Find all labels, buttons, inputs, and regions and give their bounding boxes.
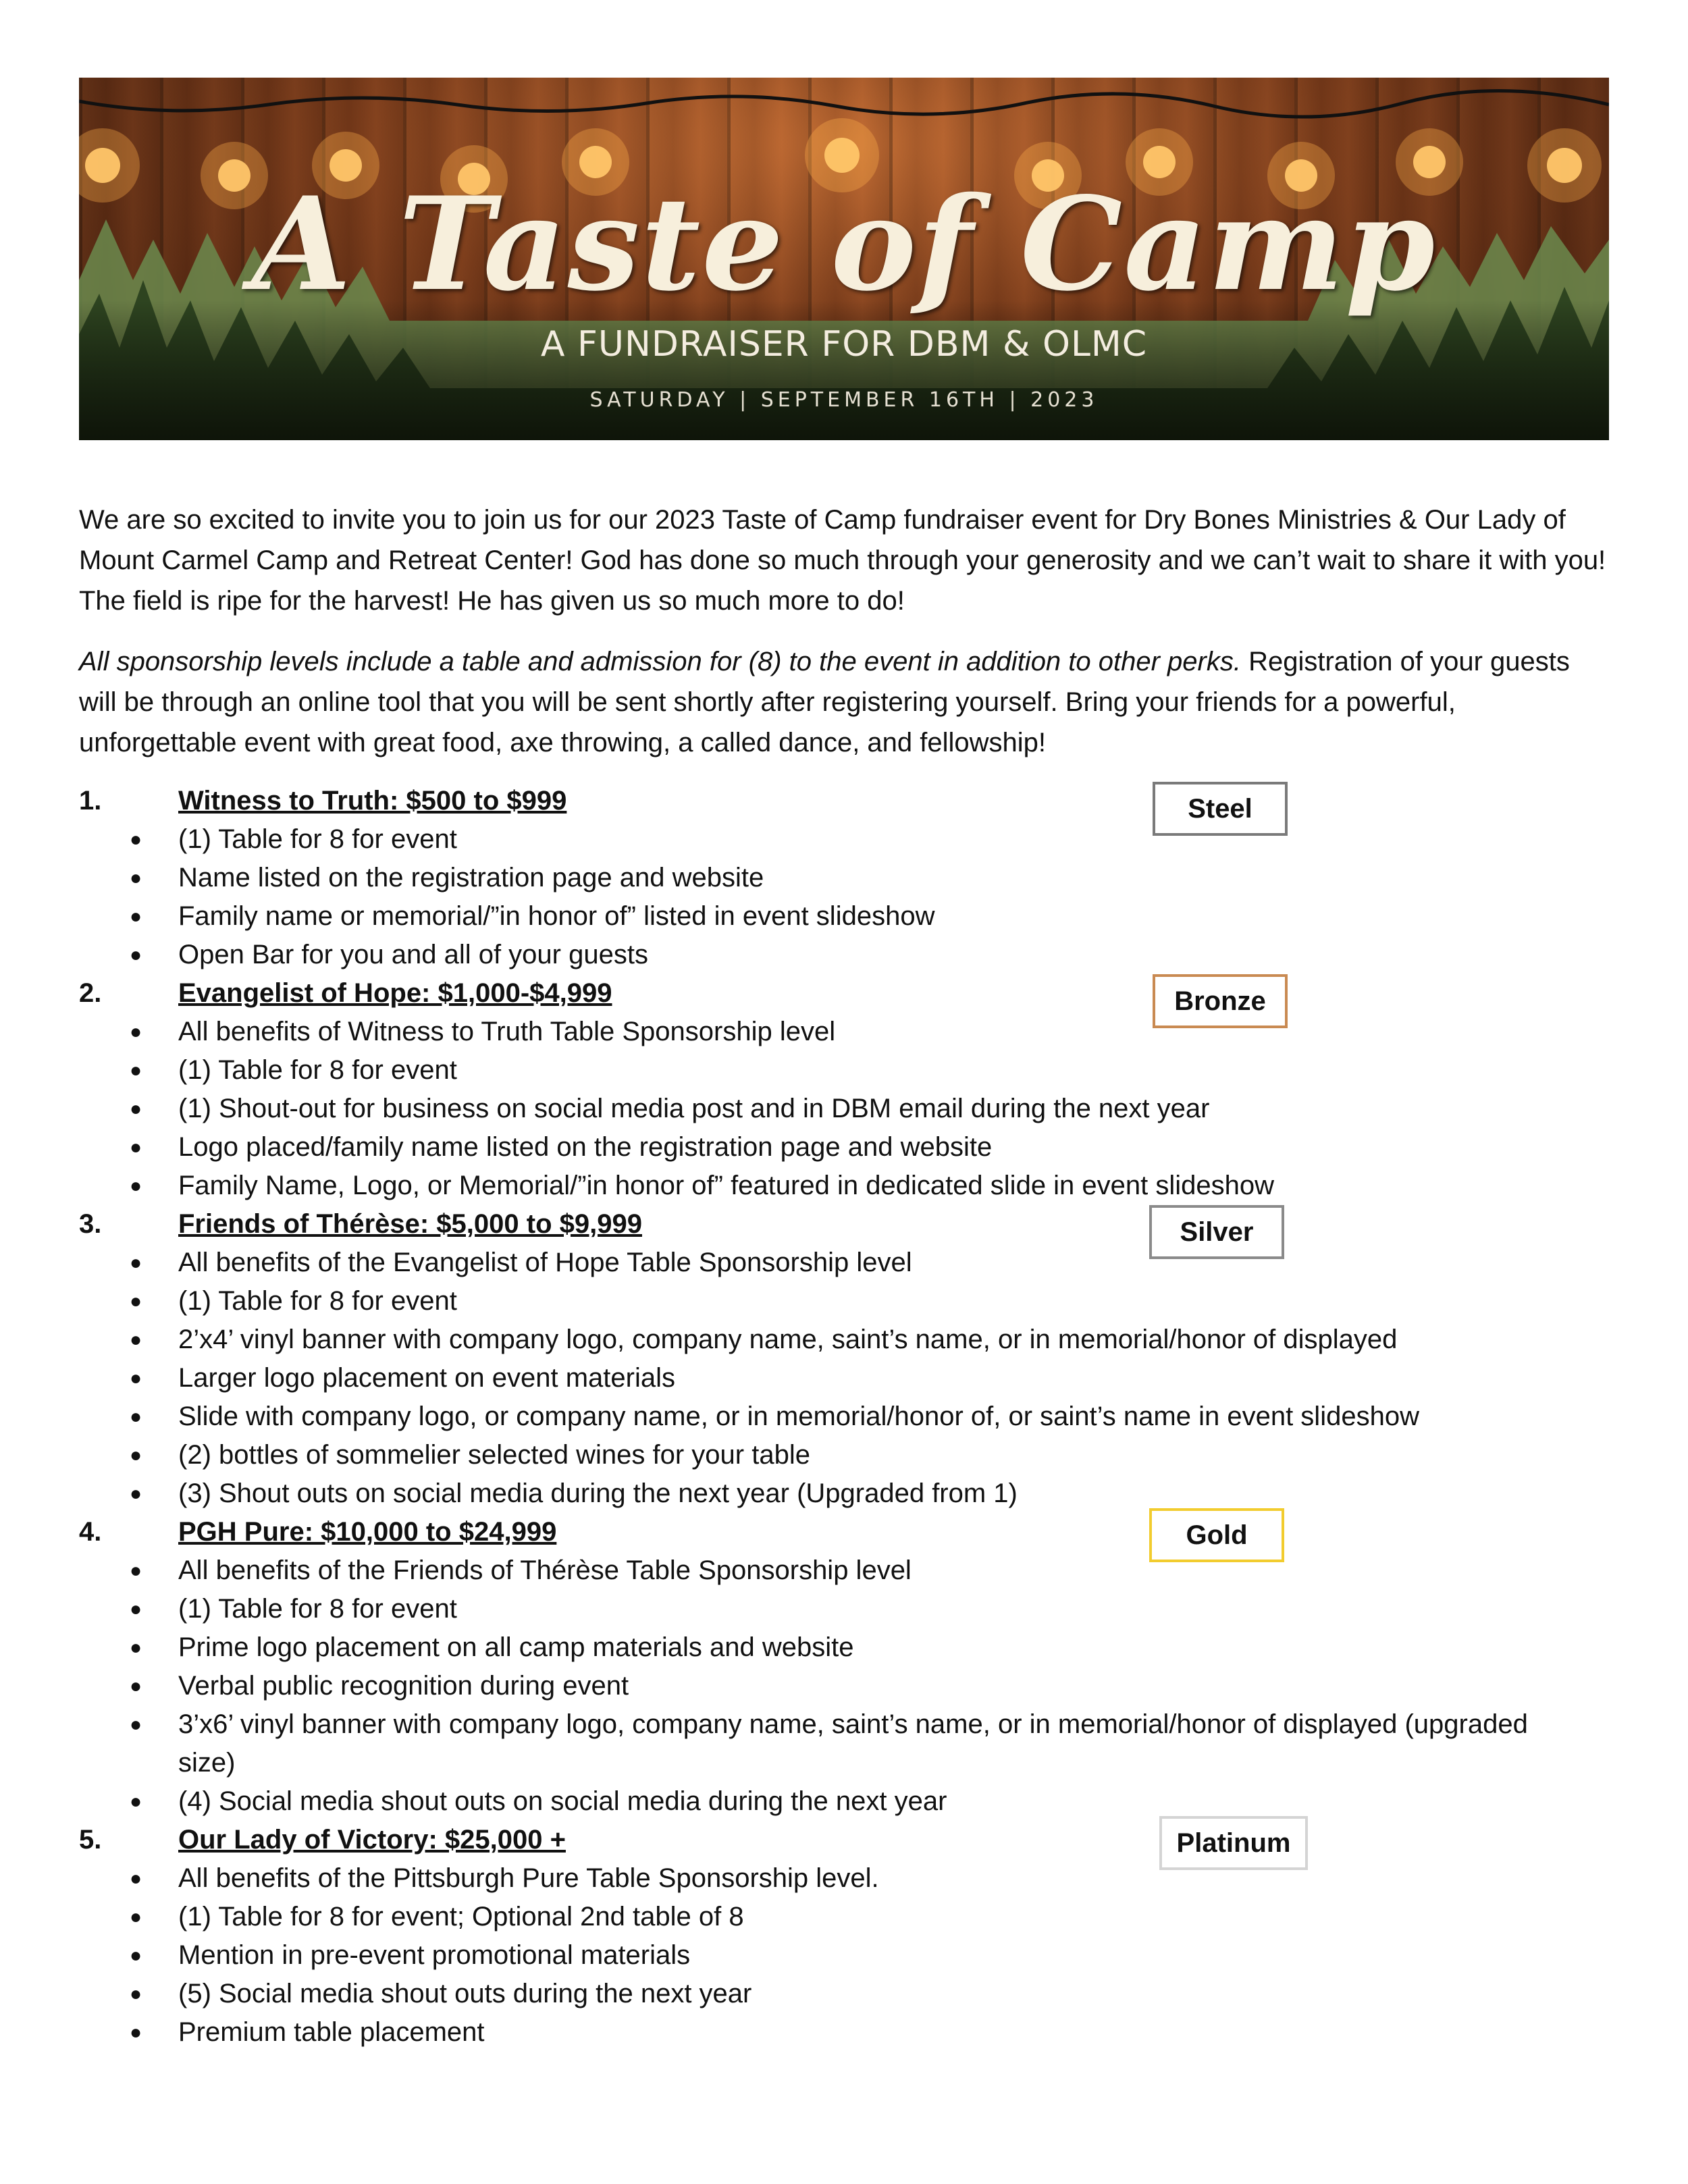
level-tag-silver: Silver	[1149, 1205, 1284, 1259]
benefit-text: (1) Table for 8 for event	[178, 1594, 457, 1624]
benefit-text: Larger logo placement on event materials	[178, 1363, 675, 1393]
sponsorship-note-rest: Registration of your guests will be through an online tool that you will be sent shortly after registering yourself. Bring your friends for a powerful, unforgettable event with great food, axe throwing, a called dance, and fellowship!	[79, 647, 1570, 757]
bullet-icon: ●	[130, 1175, 142, 1197]
level-tag-steel: Steel	[1153, 782, 1288, 836]
bullet-icon: ●	[130, 1713, 142, 1736]
benefit-text: All benefits of Witness to Truth Table Sponsorship level	[178, 1017, 836, 1046]
banner-subtitle: A FUNDRAISER FOR DBM & OLMC	[540, 324, 1148, 365]
level-number: 4.	[79, 1517, 102, 1547]
banner-title: A Taste of Camp	[251, 169, 1437, 319]
benefit-text: Premium table placement	[178, 2017, 485, 2047]
level-title: Evangelist of Hope: $1,000-$4,999	[178, 978, 612, 1008]
benefit-text: Family name or memorial/”in honor of” listed in event slideshow	[178, 901, 935, 931]
benefit-text: Family Name, Logo, or Memorial/”in honor of” featured in dedicated slide in event slideshow	[178, 1171, 1275, 1200]
bullet-icon: ●	[130, 1329, 142, 1351]
benefit-text: (2) bottles of sommelier selected wines for your table	[178, 1440, 810, 1470]
level-title: Friends of Thérèse: $5,000 to $9,999	[178, 1209, 642, 1239]
bullet-icon: ●	[130, 1598, 142, 1620]
sponsorship-note	[79, 641, 1612, 763]
intro-paragraph: We are so excited to invite you to join us for our 2023 Taste of Camp fundraiser event for Dry Bones Ministries & Our Lady of Mount Carmel Camp and Retreat Center! God has done so much through your generosity and we can’t wait to share it with you! The field is ripe for the harvest! He has given us so much more to do!	[79, 505, 1606, 616]
bullet-icon: ●	[130, 1636, 142, 1659]
level-title: Witness to Truth: $500 to $999	[178, 786, 567, 816]
benefit-text: (1) Table for 8 for event	[178, 824, 457, 854]
benefit-text: (1) Table for 8 for event	[178, 1286, 457, 1316]
level-tag-bronze: Bronze	[1153, 974, 1288, 1028]
level-number: 2.	[79, 978, 102, 1008]
bullet-icon: ●	[130, 1059, 142, 1082]
benefit-text: (1) Table for 8 for event; Optional 2nd table of 8	[178, 1902, 744, 1932]
benefit-text: Logo placed/family name listed on the registration page and website	[178, 1132, 993, 1162]
level-number: 3.	[79, 1209, 102, 1239]
benefit-text: (4) Social media shout outs on social media during the next year	[178, 1786, 947, 1816]
benefit-text: size)	[178, 1748, 236, 1778]
benefit-text: Mention in pre-event promotional materials	[178, 1940, 691, 1970]
benefit-text: (1) Shout-out for business on social media post and in DBM email during the next year	[178, 1094, 1210, 1123]
bullet-icon: ●	[130, 1906, 142, 1928]
benefit-text: Open Bar for you and all of your guests	[178, 940, 648, 969]
benefit-text: Slide with company logo, or company name, or in memorial/honor of, or saint’s name in event slideshow	[178, 1402, 1419, 1431]
bullet-icon: ●	[130, 1252, 142, 1274]
bullet-icon: ●	[130, 1444, 142, 1466]
bullet-icon: ●	[130, 1021, 142, 1043]
benefit-text: Prime logo placement on all camp materials and website	[178, 1632, 854, 1662]
bullet-icon: ●	[130, 944, 142, 966]
benefit-text: 2’x4’ vinyl banner with company logo, company name, saint’s name, or in memorial/honor of displayed	[178, 1325, 1398, 1354]
sponsorship-note-italic: All sponsorship levels include a table and admission for (8) to the event in addition to other perks.	[79, 647, 1241, 676]
benefit-text: Verbal public recognition during event	[178, 1671, 629, 1701]
level-title: PGH Pure: $10,000 to $24,999	[178, 1517, 557, 1547]
benefit-text: 3’x6’ vinyl banner with company logo, company name, saint’s name, or in memorial/honor of displayed (upgraded	[178, 1709, 1528, 1739]
event-banner	[79, 78, 1609, 440]
banner-date: SATURDAY | SEPTEMBER 16TH | 2023	[589, 388, 1099, 412]
bullet-icon: ●	[130, 1367, 142, 1389]
benefit-text: All benefits of the Friends of Thérèse Table Sponsorship level	[178, 1555, 912, 1585]
bullet-icon: ●	[130, 1098, 142, 1120]
bullet-icon: ●	[130, 1290, 142, 1312]
bullet-icon: ●	[130, 1867, 142, 1890]
level-tag-platinum: Platinum	[1159, 1816, 1308, 1870]
benefit-text: All benefits of the Pittsburgh Pure Table Sponsorship level.	[178, 1863, 879, 1893]
bullet-icon: ●	[130, 1790, 142, 1813]
level-number: 1.	[79, 786, 102, 816]
benefit-text: All benefits of the Evangelist of Hope Table Sponsorship level	[178, 1248, 912, 1277]
bullet-icon: ●	[130, 2021, 142, 2044]
bullet-icon: ●	[130, 1136, 142, 1158]
bullet-icon: ●	[130, 1983, 142, 2005]
bullet-icon: ●	[130, 1560, 142, 1582]
level-title: Our Lady of Victory: $25,000 +	[178, 1825, 566, 1855]
benefit-text: Name listed on the registration page and website	[178, 863, 764, 893]
bullet-icon: ●	[130, 1944, 142, 1967]
benefit-text: (1) Table for 8 for event	[178, 1055, 457, 1085]
bullet-icon: ●	[130, 828, 142, 851]
bullet-icon: ●	[130, 1406, 142, 1428]
level-tag-gold: Gold	[1149, 1508, 1284, 1562]
bullet-icon: ●	[130, 1483, 142, 1505]
level-number: 5.	[79, 1825, 102, 1855]
benefit-text: (5) Social media shout outs during the next year	[178, 1979, 752, 2008]
bullet-icon: ●	[130, 905, 142, 928]
bullet-icon: ●	[130, 867, 142, 889]
benefit-text: (3) Shout outs on social media during the next year (Upgraded from 1)	[178, 1479, 1018, 1508]
bullet-icon: ●	[130, 1675, 142, 1697]
